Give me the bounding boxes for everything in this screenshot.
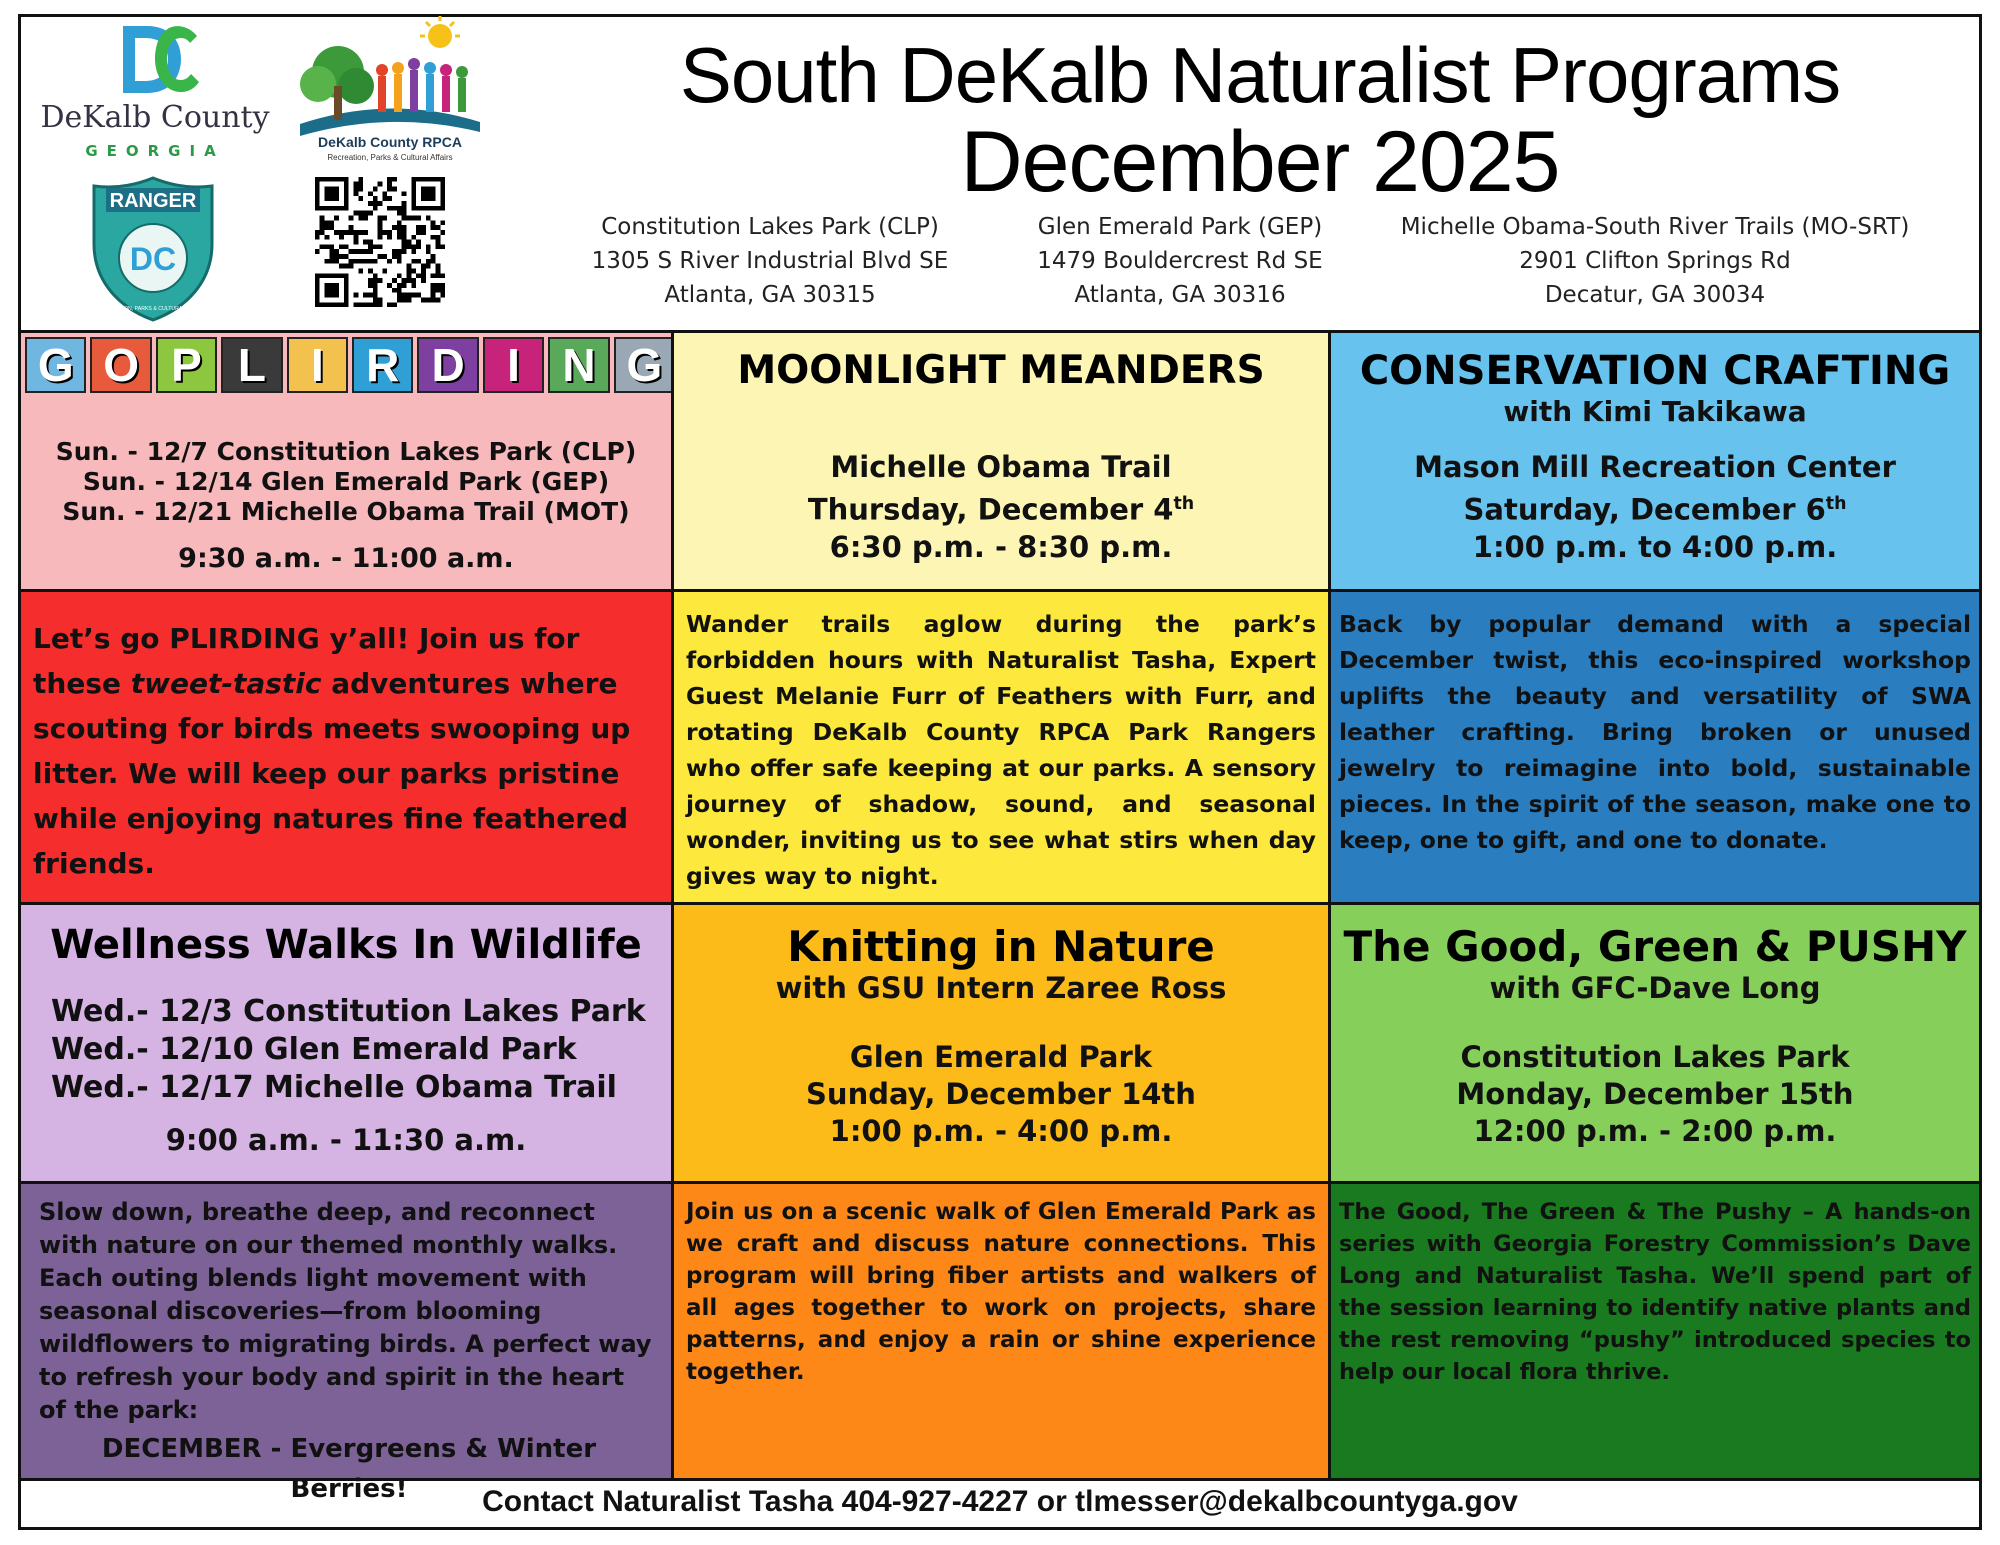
rpca-tree-people-icon — [290, 14, 490, 164]
crafting-date — [1331, 486, 1979, 529]
moonlight-date — [674, 486, 1328, 529]
ranger-shield-icon — [88, 174, 218, 324]
wellness-dates — [21, 993, 671, 1107]
knitting-description-card — [671, 1181, 1331, 1481]
park-city: Decatur, GA 30034 — [1544, 282, 1766, 308]
plirding-desc-part: Let’s go PLIRDING y’all! Join us for these — [33, 622, 580, 700]
svg-text:DC: DC — [129, 241, 177, 277]
wellness-date: Wed.- 12/10 Glen Emerald Park — [51, 1032, 577, 1067]
qr-code-icon — [310, 172, 450, 312]
park-name: Michelle Obama-South River Trails (MO-SRT) — [1400, 214, 1910, 240]
crafting-info-card — [1328, 330, 1982, 592]
park-address-mo-srt — [1375, 210, 1935, 312]
park-street: 1479 Bouldercrest Rd SE — [1037, 248, 1323, 274]
page-subtitle: December 2025 — [960, 114, 1560, 210]
rpca-logo-name: DeKalb County RPCA — [318, 134, 462, 150]
banner-letter-tile: G — [614, 337, 675, 393]
banner-letter-tile: I — [287, 337, 348, 393]
dekalb-county-logo — [40, 18, 270, 168]
banner-letter-tile: R — [352, 337, 413, 393]
page-title: South DeKalb Naturalist Programs — [679, 31, 1841, 119]
knitting-title: Knitting in Nature — [787, 922, 1215, 971]
ranger-badge — [88, 174, 218, 324]
moonlight-date-text: Thursday, December 4 — [807, 492, 1174, 527]
plirding-date: Sun. - 12/21 Michelle Obama Trail (MOT) — [62, 497, 630, 526]
park-name: Glen Emerald Park (GEP) — [1037, 214, 1323, 240]
wellness-info-card — [18, 902, 674, 1184]
crafting-location: Mason Mill Recreation Center — [1414, 450, 1896, 484]
moonlight-description-card — [671, 589, 1331, 905]
park-city: Atlanta, GA 30315 — [664, 282, 876, 308]
wellness-time: 9:00 a.m. - 11:30 a.m. — [165, 1123, 527, 1157]
crafting-description-card — [1328, 589, 1982, 905]
wellness-description-card — [18, 1181, 674, 1504]
wellness-title: Wellness Walks In Wildlife — [50, 922, 642, 968]
rpca-logo-tagline: Recreation, Parks & Cultural Affairs — [327, 153, 453, 162]
contact-footer: Contact Naturalist Tasha 404-927-4227 or tlmesser@dekalbcountyga.gov — [18, 1478, 1982, 1530]
dc-logo-icon — [115, 18, 205, 103]
plirding-description-card — [18, 589, 674, 905]
banner-letter-tile: N — [548, 337, 609, 393]
pushy-time: 12:00 p.m. - 2:00 p.m. — [1473, 1114, 1837, 1148]
knitting-info-card — [671, 902, 1331, 1184]
plirding-date: Sun. - 12/14 Glen Emerald Park (GEP) — [82, 467, 610, 496]
moonlight-location: Michelle Obama Trail — [830, 450, 1172, 484]
park-street: 2901 Clifton Springs Rd — [1519, 248, 1791, 274]
plirding-desc-emphasis: tweet-tastic — [130, 667, 322, 700]
qr-code[interactable] — [310, 172, 450, 312]
crafting-host: with Kimi Takikawa — [1503, 395, 1807, 428]
knitting-time: 1:00 p.m. - 4:00 p.m. — [829, 1114, 1173, 1148]
pushy-host: with GFC-Dave Long — [1489, 971, 1821, 1005]
pushy-date: Monday, December 15th — [1456, 1077, 1854, 1111]
logo-county-name: DeKalb County — [40, 100, 270, 135]
pushy-location: Constitution Lakes Park — [1460, 1040, 1850, 1074]
logo-county-state: GEORGIA — [85, 142, 225, 160]
pushy-info-card — [1328, 902, 1982, 1184]
rpca-logo — [290, 14, 490, 164]
wellness-date: Wed.- 12/17 Michelle Obama Trail — [51, 1070, 617, 1105]
banner-letter-tile: G — [25, 337, 86, 393]
wellness-description: Slow down, breathe deep, and reconnect with nature on our themed monthly walks. Each outing blends light movement with seasonal discoveries—from blooming wildflowers to migrating birds. A perfect way to refresh your body and spirit in the heart of the park: — [39, 1198, 652, 1424]
wellness-theme: DECEMBER - Evergreens & Winter Berries! — [101, 1434, 597, 1504]
go-plirding-banner — [25, 337, 675, 397]
moonlight-date-sup: th — [1173, 494, 1195, 514]
plirding-time: 9:30 a.m. - 11:00 a.m. — [178, 543, 514, 574]
park-street: 1305 S River Industrial Blvd SE — [591, 248, 949, 274]
park-name: Constitution Lakes Park (CLP) — [601, 214, 939, 240]
ranger-ring-text: RECREATION, PARKS & CULTURAL AFFAIRS — [98, 306, 208, 312]
knitting-location: Glen Emerald Park — [849, 1040, 1153, 1074]
banner-letter-tile: O — [90, 337, 151, 393]
banner-letter-tile: L — [221, 337, 282, 393]
banner-letter-tile: P — [156, 337, 217, 393]
moonlight-title: MOONLIGHT MEANDERS — [737, 348, 1265, 393]
moonlight-info-card — [671, 330, 1331, 592]
crafting-time: 1:00 p.m. to 4:00 p.m. — [1472, 529, 1838, 564]
crafting-description: Back by popular demand with a special December twist, this eco-inspired workshop uplifts the beauty and versatility of SWA leather crafting. Bring broken or unused jewelry to reimagine into bold, sustainable pieces. In the spirit of the season, make one to keep, one to gift, and one to donate. — [1339, 610, 1971, 854]
park-city: Atlanta, GA 30316 — [1074, 282, 1286, 308]
knitting-date: Sunday, December 14th — [806, 1077, 1196, 1111]
plirding-desc-part: adventures where scouting for birds meets swooping up litter. We will keep our parks pristine while enjoying natures fine feathered friends. — [33, 667, 631, 880]
banner-letter-tile: I — [483, 337, 544, 393]
knitting-description: Join us on a scenic walk of Glen Emerald Park as we craft and discuss nature connections. This program will bring fiber artists and walkers of all ages together to work on projects, share patterns, and enjoy a rain or shine experience together. — [686, 1199, 1316, 1385]
crafting-date-sup: th — [1825, 494, 1847, 514]
park-address-gep — [1005, 210, 1355, 312]
wellness-date: Wed.- 12/3 Constitution Lakes Park — [51, 994, 646, 1029]
crafting-title: CONSERVATION CRAFTING — [1359, 348, 1951, 394]
pushy-description: The Good, The Green & The Pushy – A hands-on series with Georgia Forestry Commission’s Dave Long and Naturalist Tasha. We’ll spend part of the session learning to identify native plants and the rest removing “pushy” introduced species to help our local flora thrive. — [1339, 1199, 1971, 1385]
crafting-date-text: Saturday, December 6 — [1463, 492, 1826, 527]
pushy-title: The Good, Green & PUSHY — [1343, 922, 1967, 971]
plirding-description — [33, 616, 659, 886]
plirding-info-card — [18, 330, 674, 592]
pushy-description-card — [1328, 1181, 1982, 1481]
banner-letter-tile: D — [417, 337, 478, 393]
ranger-badge-text: RANGER — [109, 190, 197, 212]
plirding-dates — [21, 437, 671, 527]
park-address-clp — [560, 210, 980, 312]
plirding-date: Sun. - 12/7 Constitution Lakes Park (CLP) — [55, 437, 637, 466]
moonlight-time: 6:30 p.m. - 8:30 p.m. — [829, 529, 1173, 564]
knitting-host: with GSU Intern Zaree Ross — [775, 971, 1227, 1005]
moonlight-description: Wander trails aglow during the park’s forbidden hours with Naturalist Tasha, Expert Guest Melanie Furr of Feathers with Furr, and rotating DeKalb County RPCA Park Rangers who offer safe keeping at our parks. A sensory journey of shadow, sound, and seasonal wonder, inviting us to see what stirs when day gives way to night. — [686, 610, 1316, 890]
